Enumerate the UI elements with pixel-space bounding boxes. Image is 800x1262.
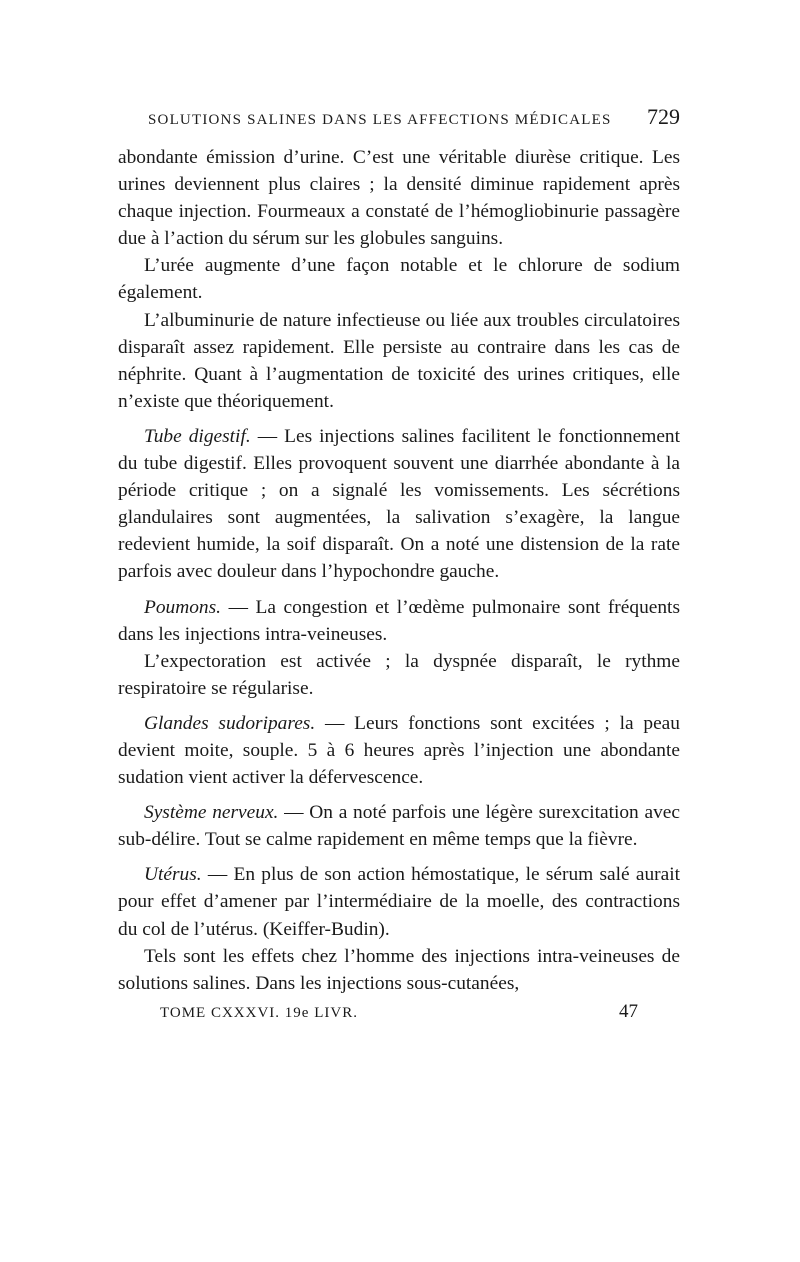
paragraph-uree [118,252,680,306]
running-title: SOLUTIONS SALINES DANS LES AFFECTIONS MÉDICALES [148,112,612,128]
section-lead: Système nerveux. [144,802,279,824]
paragraph-albuminurie [118,307,680,415]
paragraph-text: — On a noté parfois une légère surexcitation avec sub-délire. Tout se calme rapidement en même temps que la fièvre. [118,802,680,851]
signature-number: 47 [619,1000,638,1022]
paragraph-text: — En plus de son action hémostatique, le sérum salé aurait pour effet d’amener par l’intermédiaire de la moelle, des contractions du col de l’utérus. (Keiffer-Budin). [118,864,680,940]
section-lead: Glandes sudoripares. [144,712,316,734]
paragraph-text: — La congestion et l’œdème pulmonaire sont fréquents dans les injections intra-veineuses. [118,596,680,645]
paragraph-text: abondante émission d’urine. C’est une véritable diurèse critique. Les urines deviennent plus claires ; la densité diminue rapidement après chaque injection. Fourmeaux a constaté de l’hémogliobinurie passagère due à l’action du sérum sur les globules sanguins. [118,147,680,250]
paragraph-systeme-nerveux [118,799,680,853]
section-lead: Utérus. [144,864,202,886]
body-text [118,144,680,997]
paragraph-glandes-sudoripares [118,710,680,791]
paragraph-text: L’expectoration est activée ; la dyspnée disparaît, le rythme respiratoire se régularise. [118,650,680,699]
paragraph-text: Tels sont les effets chez l’homme des injections intra-veineuses de solutions salines. Dans les injections sous-cutanées, [118,945,680,994]
paragraph-text: — Leurs fonctions sont excitées ; la peau devient moite, souple. 5 à 6 heures après l’injection une abondante sudation vient activer la défervescence. [118,712,680,789]
section-lead: Tube digestif. [144,425,251,447]
running-header [148,104,680,144]
paragraph-poumons [118,594,680,648]
paragraph-tube-digestif [118,423,680,586]
page-number: 729 [647,104,680,129]
volume-signature: TOME CXXXVI. 19e LIVR. [160,1004,358,1021]
book-page [118,104,680,1023]
paragraph-text: L’urée augmente d’une façon notable et le chlorure de sodium également. [118,255,680,304]
paragraph-expectoration [118,648,680,702]
paragraph-text: L’albuminurie de nature infectieuse ou liée aux troubles circulatoires disparaît assez rapidement. Elle persiste au contraire dans les cas de néphrite. Quant à l’augmentation de toxicité des urines critiques, elle n’existe que théoriquement. [118,309,680,412]
paragraph-conclusion [118,943,680,997]
paragraph-continuation [118,144,680,252]
section-lead: Poumons. [144,596,222,618]
paragraph-text: — Les injections salines facilitent le fonctionnement du tube digestif. Elles provoquent souvent une diarrhée abondante à la période critique ; on a signalé les vomissements. Les sécrétions glandulaires sont augmentées, la salivation s’exagère, la langue redevient humide, la soif disparaît. On a noté une distension de la rate parfois avec douleur dans l’hypochondre gauche. [118,425,681,583]
paragraph-uterus [118,861,680,942]
signature-footer [118,1001,680,1023]
